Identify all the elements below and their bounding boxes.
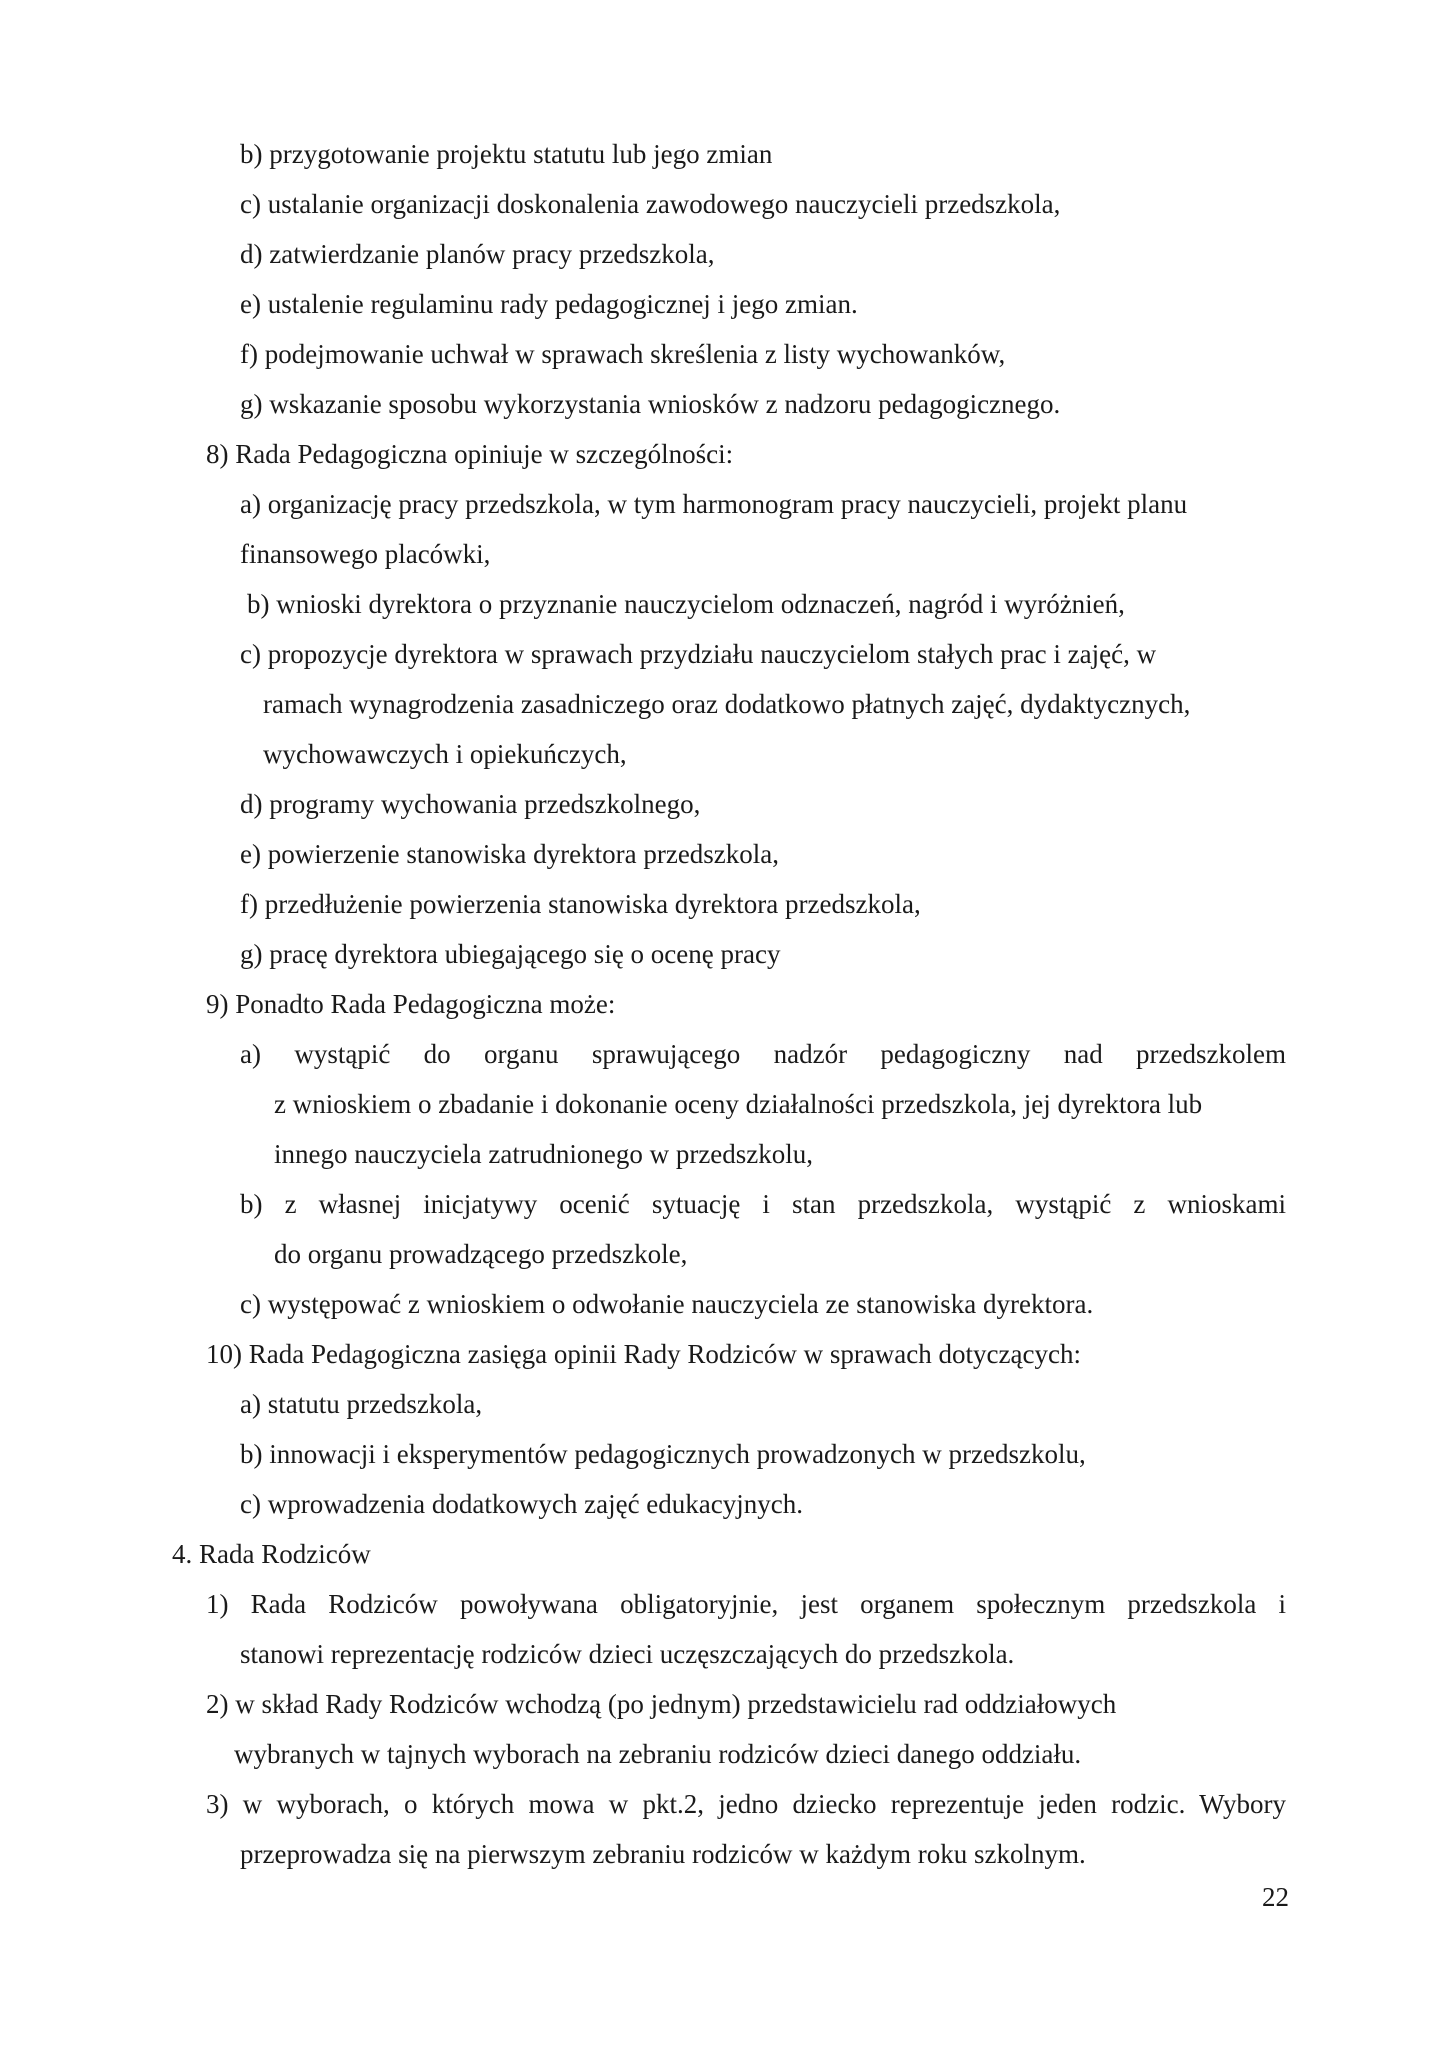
- text-line: e) powierzenie stanowiska dyrektora przedszkola,: [240, 839, 780, 869]
- text-line: wychowawczych i opiekuńczych,: [263, 739, 627, 769]
- page-number: 22: [1262, 1882, 1289, 1912]
- text-line: d) programy wychowania przedszkolnego,: [240, 789, 701, 819]
- text-line: 10) Rada Pedagogiczna zasięga opinii Rady Rodziców w sprawach dotyczących:: [206, 1339, 1081, 1369]
- text-line: c) występować z wnioskiem o odwołanie nauczyciela ze stanowiska dyrektora.: [240, 1289, 1094, 1319]
- text-line: ramach wynagrodzenia zasadniczego oraz dodatkowo płatnych zajęć, dydaktycznych,: [263, 689, 1191, 719]
- text-line: d) zatwierdzanie planów pracy przedszkola,: [240, 239, 715, 269]
- text-line: 8) Rada Pedagogiczna opiniuje w szczególności:: [206, 439, 734, 469]
- text-line: innego nauczyciela zatrudnionego w przedszkolu,: [274, 1139, 814, 1169]
- text-line: e) ustalenie regulaminu rady pedagogicznej i jego zmian.: [240, 289, 858, 319]
- text-line: 2) w skład Rady Rodziców wchodzą (po jednym) przedstawicielu rad oddziałowych: [206, 1689, 1117, 1719]
- text-line: stanowi reprezentację rodziców dzieci uczęszczających do przedszkola.: [240, 1639, 1015, 1669]
- section-heading: 4. Rada Rodziców: [172, 1539, 371, 1569]
- text-line: c) ustalanie organizacji doskonalenia zawodowego nauczycieli przedszkola,: [240, 189, 1061, 219]
- text-line: a) wystąpić do organu sprawującego nadzór pedagogiczny nad przedszkolem: [240, 1039, 1286, 1069]
- text-line: b) z własnej inicjatywy ocenić sytuację i stan przedszkola, wystąpić z wnioskami: [240, 1189, 1286, 1219]
- text-line: a) statutu przedszkola,: [240, 1389, 483, 1419]
- text-line: do organu prowadzącego przedszkole,: [274, 1239, 688, 1269]
- text-line: b) innowacji i eksperymentów pedagogicznych prowadzonych w przedszkolu,: [240, 1439, 1086, 1469]
- text-line: 1) Rada Rodziców powoływana obligatoryjnie, jest organem społecznym przedszkola i: [206, 1589, 1286, 1619]
- text-line: finansowego placówki,: [240, 539, 491, 569]
- text-line: 9) Ponadto Rada Pedagogiczna może:: [206, 989, 616, 1019]
- text-line: b) przygotowanie projektu statutu lub jego zmian: [240, 139, 773, 169]
- text-line: przeprowadza się na pierwszym zebraniu rodziców w każdym roku szkolnym.: [240, 1839, 1086, 1869]
- text-line: g) pracę dyrektora ubiegającego się o ocenę pracy: [240, 939, 781, 969]
- text-line: c) propozycje dyrektora w sprawach przydziału nauczycielom stałych prac i zajęć, w: [240, 639, 1157, 669]
- text-line: g) wskazanie sposobu wykorzystania wniosków z nadzoru pedagogicznego.: [240, 389, 1061, 419]
- text-line: 3) w wyborach, o których mowa w pkt.2, jedno dziecko reprezentuje jeden rodzic. Wybory: [206, 1789, 1286, 1819]
- text-line: b) wnioski dyrektora o przyznanie nauczycielom odznaczeń, nagród i wyróżnień,: [247, 589, 1125, 619]
- text-line: f) przedłużenie powierzenia stanowiska dyrektora przedszkola,: [240, 889, 921, 919]
- text-line: wybranych w tajnych wyborach na zebraniu rodziców dzieci danego oddziału.: [234, 1739, 1082, 1769]
- text-line: f) podejmowanie uchwał w sprawach skreślenia z listy wychowanków,: [240, 339, 1006, 369]
- text-line: z wnioskiem o zbadanie i dokonanie oceny działalności przedszkola, jej dyrektora lub: [274, 1089, 1203, 1119]
- text-line: c) wprowadzenia dodatkowych zajęć edukacyjnych.: [240, 1489, 803, 1519]
- text-line: a) organizację pracy przedszkola, w tym harmonogram pracy nauczycieli, projekt planu: [240, 489, 1188, 519]
